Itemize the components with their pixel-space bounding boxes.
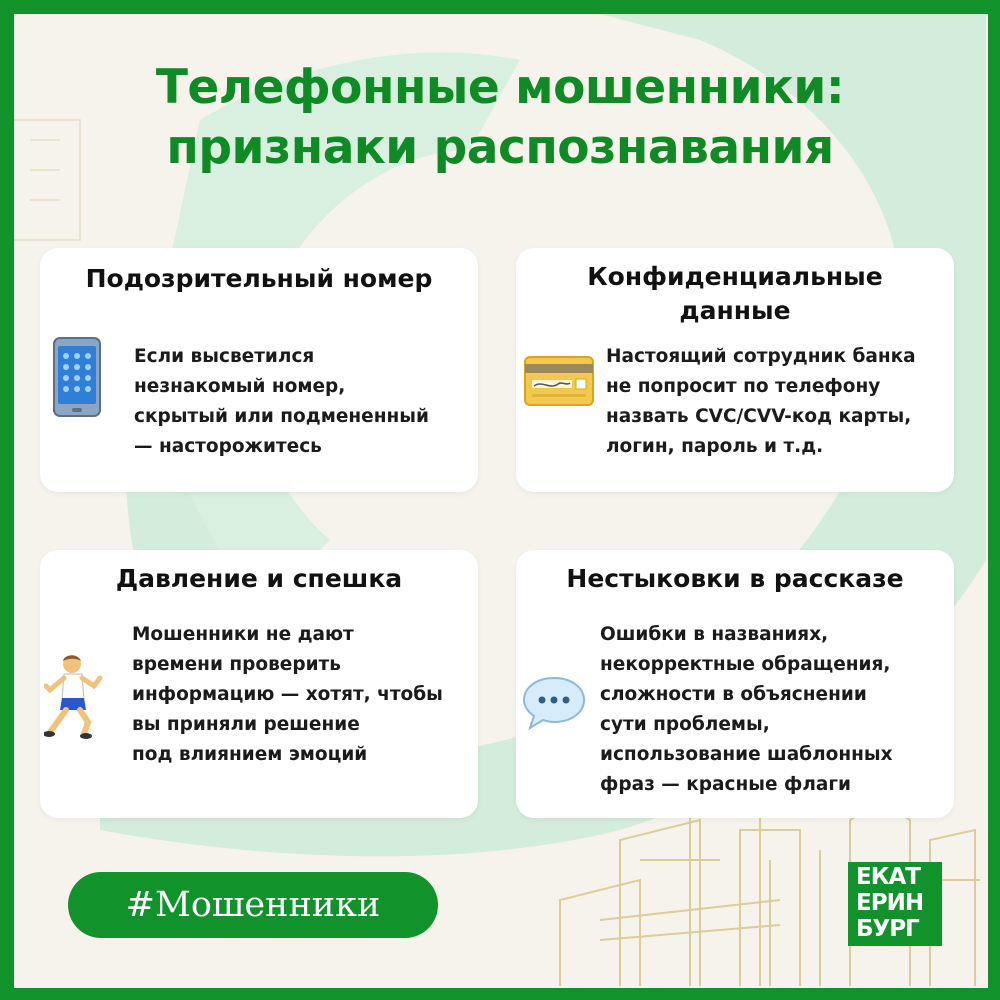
card-body-line: под влиянием эмоций: [132, 744, 368, 765]
card-title-line: Нестыковки в рассказе: [566, 564, 904, 593]
logo-line: БУРГ: [856, 916, 919, 942]
page-title-line-2: признаки распознавания: [166, 120, 834, 175]
card-pressure-and-rush: [40, 550, 478, 818]
logo-line: ЕКАТ: [856, 864, 921, 890]
card-title: [516, 562, 954, 596]
card-body-line: Если высветился: [134, 346, 315, 367]
card-body: [606, 342, 916, 462]
card-body-line: незнакомый номер,: [134, 376, 346, 397]
hashtag-badge[interactable]: #Мошенники: [68, 872, 438, 938]
card-body-line: назвать CVC/CVV-код карты,: [606, 406, 912, 427]
card-title-line: Давление и спешка: [115, 564, 403, 593]
city-logo: [848, 862, 942, 946]
card-body-line: сути проблемы,: [600, 714, 770, 735]
card-title-line: Конфиденциальные: [587, 262, 883, 291]
page-title: [0, 58, 1000, 178]
card-body-line: использование шаблонных: [600, 744, 893, 765]
smartphone-icon: [52, 336, 102, 418]
card-body: [132, 620, 443, 770]
card-suspicious-number: [40, 248, 478, 492]
frame-bottom: [0, 988, 1000, 1000]
bank-card-icon: [524, 356, 594, 406]
card-title-line: данные: [679, 296, 791, 325]
card-story-inconsistencies: [516, 550, 954, 818]
speech-bubble-icon: [522, 674, 586, 730]
logo-line: ЕРИН: [856, 890, 924, 916]
frame-top: [0, 0, 1000, 14]
running-man-icon: [44, 652, 104, 740]
card-title: [40, 562, 478, 596]
card-body-line: информацию — хотят, чтобы: [132, 684, 443, 705]
card-body-line: логин, пароль и т.д.: [606, 436, 824, 457]
card-body-line: фраз — красные флаги: [600, 774, 851, 795]
card-body-line: Мошенники не дают: [132, 624, 354, 645]
card-title: [40, 262, 478, 296]
card-body-line: Настоящий сотрудник банка: [606, 346, 916, 367]
page-title-line-1: Телефонные мошенники:: [155, 60, 845, 115]
card-body-line: времени проверить: [132, 654, 341, 675]
card-title: [516, 260, 954, 328]
card-body-line: — насторожитесь: [134, 436, 322, 457]
card-body: [600, 620, 893, 800]
card-body-line: вы приняли решение: [132, 714, 360, 735]
card-body-line: некорректные обращения,: [600, 654, 891, 675]
card-body-line: сложности в объяснении: [600, 684, 867, 705]
card-title-line: Подозрительный номер: [85, 264, 433, 293]
card-body-line: не попросит по телефону: [606, 376, 881, 397]
card-body-line: Ошибки в названиях,: [600, 624, 829, 645]
card-confidential-data: [516, 248, 954, 492]
card-body: [134, 342, 429, 462]
card-body-line: скрытый или подмененный: [134, 406, 429, 427]
